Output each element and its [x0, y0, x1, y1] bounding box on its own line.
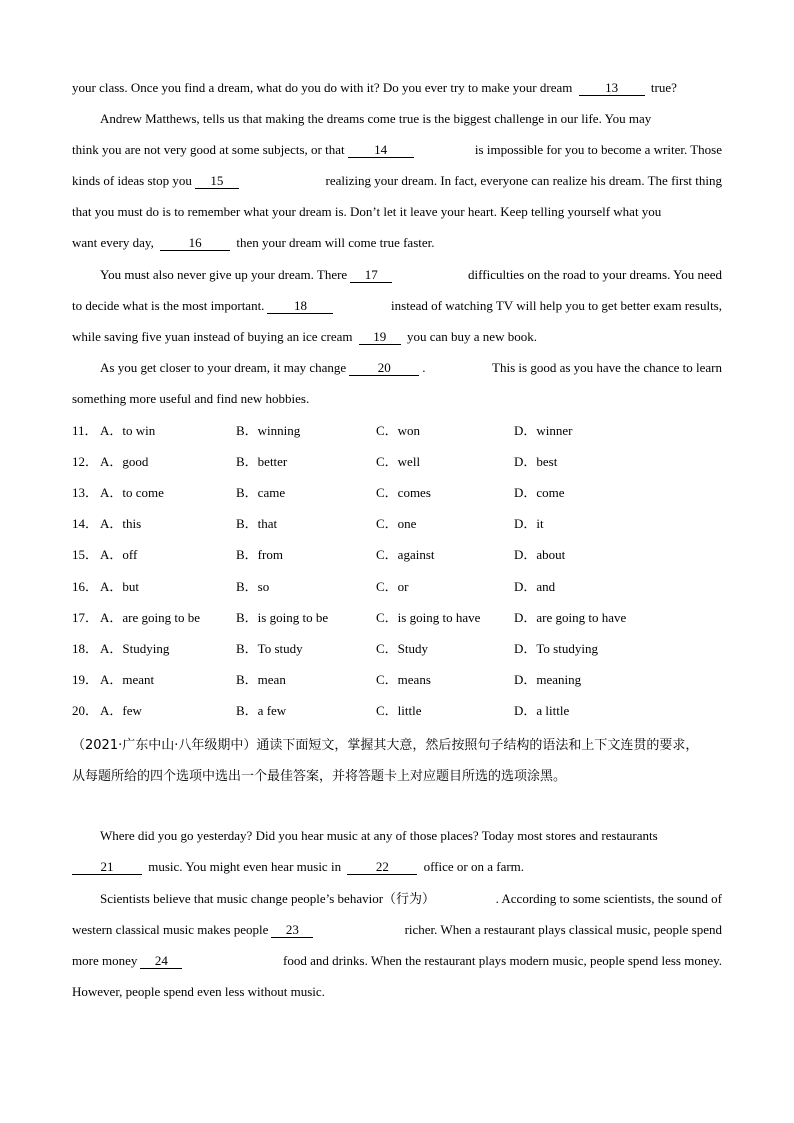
- blank-14[interactable]: 14: [348, 143, 414, 158]
- question-row: [72, 609, 722, 627]
- option-a[interactable]: A．Studying: [100, 640, 170, 656]
- section-instructions: （2021·广东中山·八年级期中）通读下面短文，掌握其大意，然后按照句子结构的语法和上下文连贯的要求，: [72, 738, 699, 753]
- option-b[interactable]: B．that: [236, 516, 278, 532]
- blank-20[interactable]: 20: [349, 361, 419, 376]
- question-number: 12．: [72, 454, 99, 470]
- question-number: 19．: [72, 671, 99, 687]
- passage-line: western classical music makes people 23 richer. When a restaurant plays classical music, people spend: [72, 922, 722, 937]
- question-row: [72, 702, 722, 720]
- option-c[interactable]: C．won: [376, 423, 421, 438]
- option-b[interactable]: B．is going to be: [236, 609, 329, 625]
- option-d[interactable]: D．a little: [514, 702, 570, 718]
- question-row: [72, 546, 722, 564]
- passage-line: something more useful and find new hobbies.: [72, 391, 310, 406]
- blank-24[interactable]: 24: [140, 954, 182, 969]
- option-a[interactable]: A．good: [100, 454, 149, 470]
- option-a[interactable]: A．off: [100, 547, 138, 563]
- question-number: 18．: [72, 640, 99, 656]
- question-row: [72, 422, 722, 440]
- option-c[interactable]: C．against: [376, 547, 435, 563]
- passage-line: However, people spend even less without music.: [72, 984, 325, 999]
- option-d[interactable]: D．come: [514, 485, 565, 501]
- blank-22[interactable]: 22: [347, 860, 417, 875]
- option-d[interactable]: D．are going to have: [514, 609, 627, 625]
- question-row: [72, 515, 722, 533]
- question-number: 13．: [72, 485, 99, 501]
- option-d[interactable]: D．best: [514, 454, 558, 470]
- blank-23[interactable]: 23: [271, 923, 313, 938]
- option-c[interactable]: C．one: [376, 516, 417, 532]
- question-number: 17．: [72, 609, 99, 625]
- blank-13[interactable]: 13: [579, 81, 645, 96]
- option-d[interactable]: D．To studying: [514, 640, 598, 656]
- blank-16[interactable]: 16: [160, 236, 230, 251]
- option-d[interactable]: D．and: [514, 578, 556, 594]
- option-c[interactable]: C．or: [376, 578, 409, 594]
- passage-line: As you get closer to your dream, it may change 20 . This is good as you have the chance to learn: [100, 360, 722, 375]
- option-c[interactable]: C．Study: [376, 640, 429, 656]
- passage-line: more money 24 food and drinks. When the restaurant plays modern music, people spend less money.: [72, 953, 722, 968]
- question-row: [72, 453, 722, 471]
- passage-line: You must also never give up your dream. There 17 difficulties on the road to your dreams. You need: [100, 267, 722, 282]
- option-a[interactable]: A．to come: [100, 485, 164, 501]
- option-d[interactable]: D．it: [514, 516, 544, 532]
- blank-15[interactable]: 15: [195, 174, 239, 189]
- passage-line: think you are not very good at some subjects, or that 14 is impossible for you to become a writer. Those: [72, 142, 722, 157]
- question-number: 11．: [72, 423, 98, 438]
- blank-19[interactable]: 19: [359, 330, 401, 345]
- option-d[interactable]: D．about: [514, 547, 566, 563]
- question-row: [72, 671, 722, 689]
- option-a[interactable]: A．this: [100, 516, 142, 532]
- passage-line: kinds of ideas stop you 15 realizing your dream. In fact, everyone can realize his dream. The first thing: [72, 173, 722, 188]
- option-c[interactable]: C．is going to have: [376, 609, 481, 625]
- question-number: 20．: [72, 702, 99, 718]
- passage-line: want every day, 16 then your dream will come true faster.: [72, 235, 435, 250]
- option-c[interactable]: C．comes: [376, 485, 431, 501]
- section-instructions: 从每题所给的四个选项中选出一个最佳答案，并将答题卡上对应题目所选的选项涂黑。: [72, 769, 567, 784]
- question-number: 14．: [72, 516, 99, 532]
- passage-line: Scientists believe that music change people’s behavior（行为） . According to some scientists, the sound of: [100, 891, 722, 907]
- option-c[interactable]: C．well: [376, 454, 421, 470]
- blank-18[interactable]: 18: [267, 299, 333, 314]
- option-b[interactable]: B．came: [236, 485, 286, 501]
- option-a[interactable]: A．few: [100, 702, 142, 718]
- option-b[interactable]: B．from: [236, 547, 283, 563]
- option-b[interactable]: B．To study: [236, 640, 303, 656]
- passage-line: Where did you go yesterday? Did you hear music at any of those places? Today most stores and restaurants: [100, 828, 658, 843]
- question-number: 15．: [72, 547, 99, 563]
- option-c[interactable]: C．means: [376, 671, 431, 687]
- option-a[interactable]: A．meant: [100, 671, 155, 687]
- blank-21[interactable]: 21: [72, 860, 142, 875]
- option-a[interactable]: A．but: [100, 578, 140, 594]
- option-b[interactable]: B．so: [236, 578, 270, 594]
- question-number: 16．: [72, 578, 99, 594]
- option-d[interactable]: D．meaning: [514, 671, 582, 687]
- option-b[interactable]: B．winning: [236, 423, 301, 438]
- question-row: [72, 578, 722, 596]
- option-b[interactable]: B．mean: [236, 671, 286, 687]
- passage-line: your class. Once you find a dream, what do you do with it? Do you ever try to make your dream 13 true?: [72, 80, 677, 95]
- question-row: [72, 484, 722, 502]
- passage-line: Andrew Matthews, tells us that making the dreams come true is the biggest challenge in our life. You may: [100, 111, 652, 126]
- passage-line: that you must do is to remember what your dream is. Don’t let it leave your heart. Keep telling yourself what you: [72, 204, 662, 219]
- passage-line: to decide what is the most important. 18 instead of watching TV will help you to get better exam results,: [72, 298, 722, 313]
- passage-line: 21 music. You might even hear music in 22 office or on a farm.: [72, 858, 524, 876]
- option-c[interactable]: C．little: [376, 702, 422, 718]
- option-b[interactable]: B．better: [236, 454, 288, 470]
- question-row: [72, 640, 722, 658]
- blank-17[interactable]: 17: [350, 268, 392, 283]
- option-a[interactable]: A．are going to be: [100, 609, 201, 625]
- option-a[interactable]: A．to win: [100, 423, 156, 438]
- passage-line: while saving five yuan instead of buying an ice cream 19 you can buy a new book.: [72, 329, 537, 344]
- option-b[interactable]: B．a few: [236, 702, 287, 718]
- option-d[interactable]: D．winner: [514, 423, 573, 438]
